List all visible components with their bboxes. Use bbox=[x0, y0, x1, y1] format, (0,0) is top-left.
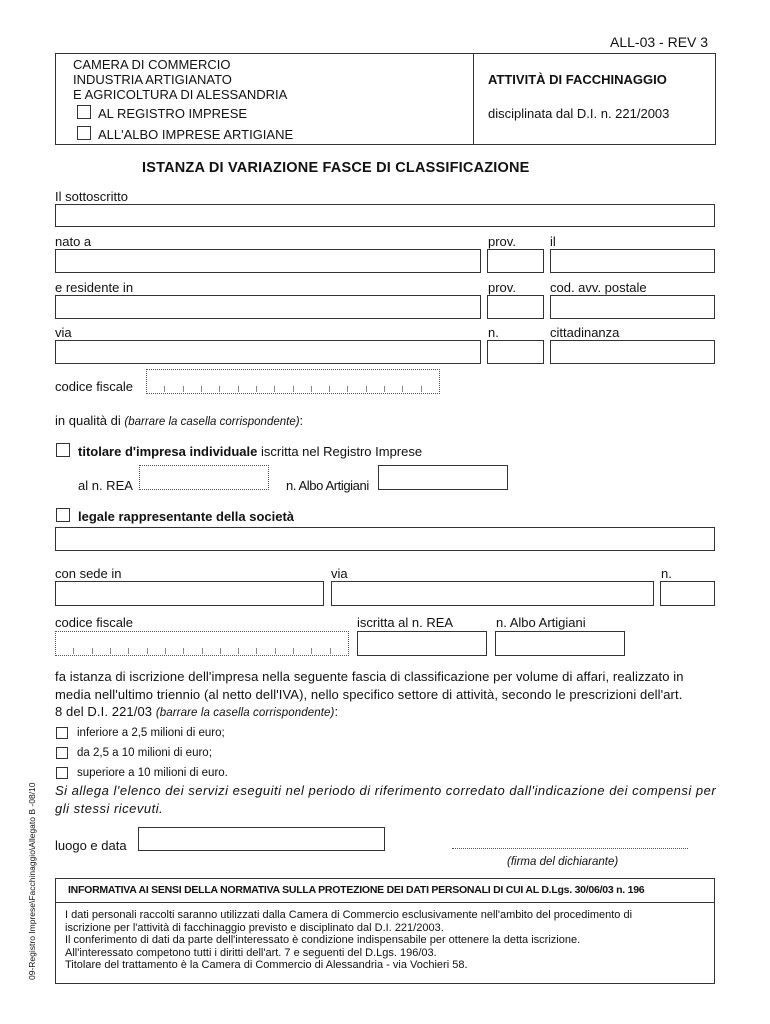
company-tax-code-field[interactable] bbox=[55, 631, 349, 656]
postal-code-label: cod. avv. postale bbox=[550, 280, 647, 295]
privacy-divider bbox=[55, 902, 715, 903]
company-albo-field[interactable] bbox=[495, 631, 625, 656]
privacy-line-4: All'interessato competono tutti i diritti dell'art. 7 e seguenti del D.Lgs. 196/03. bbox=[65, 946, 437, 959]
company-rea-label: iscritta al n. REA bbox=[357, 615, 454, 630]
band-option-2-label: da 2,5 a 10 milioni di euro; bbox=[77, 747, 212, 759]
privacy-line-2: iscrizione per l'attività di facchinaggio previsto e disciplinato dal D.I. 221/2003. bbox=[65, 921, 444, 934]
street-field[interactable] bbox=[55, 340, 481, 364]
privacy-body bbox=[65, 909, 710, 972]
band-option-3-label: superiore a 10 milioni di euro. bbox=[77, 767, 228, 779]
sole-owner-checkbox[interactable] bbox=[56, 443, 70, 457]
sole-owner-rea-field[interactable] bbox=[139, 465, 269, 490]
company-number-field[interactable] bbox=[660, 581, 715, 606]
sole-owner-rest: iscritta nel Registro Imprese bbox=[260, 444, 423, 459]
capacity-text: in qualità di bbox=[55, 413, 121, 428]
activity-law: disciplinata dal D.I. n. 221/2003 bbox=[488, 106, 670, 121]
header-divider bbox=[473, 53, 474, 145]
privacy-line-1: I dati personali raccolti saranno utilizzati dalla Camera di Commercio esclusivamente nell'ambito del procedimento di bbox=[65, 909, 633, 921]
company-albo-label: n. Albo Artigiani bbox=[496, 615, 586, 630]
registry-imprese-label: AL REGISTRO IMPRESE bbox=[98, 106, 248, 121]
street-label: via bbox=[55, 325, 72, 340]
band-option-1-checkbox[interactable] bbox=[56, 727, 68, 739]
organization-line-2: INDUSTRIA ARTIGIANATO bbox=[73, 72, 232, 87]
sole-owner-title: titolare d'impresa individuale bbox=[78, 444, 258, 459]
albo-artigiane-checkbox[interactable] bbox=[77, 126, 91, 140]
tax-code-field[interactable] bbox=[146, 369, 440, 394]
signature-line[interactable] bbox=[452, 848, 688, 849]
privacy-line-5: Titolare del trattamento è la Camera di Commercio di Alessandria - via Vochieri 58. bbox=[65, 959, 468, 971]
attachment-line-1: Si allega l'elenco dei servizi eseguiti nel periodo di riferimento corredato dall'indicazione dei compensi per bbox=[55, 783, 717, 798]
legal-rep-label: legale rappresentante della società bbox=[78, 509, 295, 524]
company-seat-label: con sede in bbox=[55, 566, 122, 581]
request-paragraph bbox=[55, 668, 720, 723]
request-line-3 bbox=[55, 703, 720, 723]
place-date-field[interactable] bbox=[138, 827, 385, 851]
residence-field[interactable] bbox=[55, 295, 481, 319]
capacity-label bbox=[55, 413, 303, 428]
sole-owner-albo-field[interactable] bbox=[378, 465, 508, 490]
tax-code-label: codice fiscale bbox=[55, 379, 134, 394]
residence-province-field[interactable] bbox=[487, 295, 544, 319]
citizenship-label: cittadinanza bbox=[550, 325, 620, 340]
birth-province-label: prov. bbox=[488, 234, 516, 249]
side-note: 09-Registro Imprese\Facchinaggio\Allegato B -08/10 bbox=[27, 782, 37, 980]
residence-label: e residente in bbox=[55, 280, 134, 295]
company-number-label: n. bbox=[661, 566, 672, 581]
street-number-field[interactable] bbox=[487, 340, 544, 364]
activity-title: ATTIVITÀ DI FACCHINAGGIO bbox=[488, 72, 667, 87]
street-number-label: n. bbox=[488, 325, 499, 340]
privacy-line-3: Il conferimento di dati da parte dell'interessato è condizione indispensabile per ottenere la detta iscrizione. bbox=[65, 934, 581, 946]
birthplace-label: nato a bbox=[55, 234, 92, 249]
capacity-hint: (barrare la casella corrispondente) bbox=[124, 416, 300, 428]
company-name-field[interactable] bbox=[55, 527, 715, 551]
company-street-label: via bbox=[331, 566, 348, 581]
sole-owner-rea-label: al n. REA bbox=[78, 478, 133, 493]
residence-province-label: prov. bbox=[488, 280, 516, 295]
undersigned-name-field[interactable] bbox=[55, 204, 715, 227]
organization-line-1: CAMERA DI COMMERCIO bbox=[73, 57, 231, 72]
request-line-3-start: 8 del D.I. 221/03 bbox=[55, 704, 153, 719]
organization-line-3: E AGRICOLTURA DI ALESSANDRIA bbox=[73, 87, 288, 102]
sole-owner-label bbox=[78, 444, 422, 459]
albo-artigiane-label: ALL'ALBO IMPRESE ARTIGIANE bbox=[98, 127, 294, 142]
band-option-2-checkbox[interactable] bbox=[56, 747, 68, 759]
signature-caption: (firma del dichiarante) bbox=[507, 856, 619, 868]
company-seat-field[interactable] bbox=[55, 581, 324, 606]
request-line-3-end: : bbox=[334, 704, 339, 719]
birthplace-field[interactable] bbox=[55, 249, 481, 273]
band-option-1-label: inferiore a 2,5 milioni di euro; bbox=[77, 727, 225, 739]
legal-rep-checkbox[interactable] bbox=[56, 508, 70, 522]
company-street-field[interactable] bbox=[331, 581, 654, 606]
birth-date-field[interactable] bbox=[550, 249, 715, 273]
request-line-3-hint: (barrare la casella corrispondente) bbox=[155, 707, 335, 719]
privacy-title: INFORMATIVA AI SENSI DELLA NORMATIVA SULLA PROTEZIONE DEI DATI PERSONALI DI CUI AL D.Lgs. 30/06/03 n. 196 bbox=[68, 884, 645, 896]
form-title: ISTANZA DI VARIAZIONE FASCE DI CLASSIFICAZIONE bbox=[142, 160, 530, 176]
postal-code-field[interactable] bbox=[550, 295, 715, 319]
request-line-1: fa istanza di iscrizione dell'impresa nella seguente fascia di classificazione per volume di affari, realizzato in bbox=[55, 669, 684, 684]
birth-province-field[interactable] bbox=[487, 249, 544, 273]
sole-owner-albo-label: n. Albo Artigiani bbox=[286, 478, 369, 493]
registry-imprese-checkbox[interactable] bbox=[77, 105, 91, 119]
undersigned-label: Il sottoscritto bbox=[55, 189, 128, 204]
side-note-container bbox=[26, 758, 39, 980]
attachment-line-2: gli stessi ricevuti. bbox=[55, 800, 164, 816]
band-option-3-checkbox[interactable] bbox=[56, 767, 68, 779]
document-reference: ALL-03 - REV 3 bbox=[610, 34, 709, 50]
citizenship-field[interactable] bbox=[550, 340, 715, 364]
request-line-2: media nell'ultimo triennio (al netto dell'IVA), nello specifico settore di attività, secondo le prescrizioni dell'art. bbox=[55, 686, 683, 702]
attachment-note bbox=[55, 782, 720, 817]
birth-date-label: il bbox=[550, 234, 556, 249]
place-date-label: luogo e data bbox=[55, 838, 127, 853]
capacity-colon: : bbox=[299, 413, 304, 428]
company-tax-code-label: codice fiscale bbox=[55, 615, 134, 630]
company-rea-field[interactable] bbox=[357, 631, 487, 656]
